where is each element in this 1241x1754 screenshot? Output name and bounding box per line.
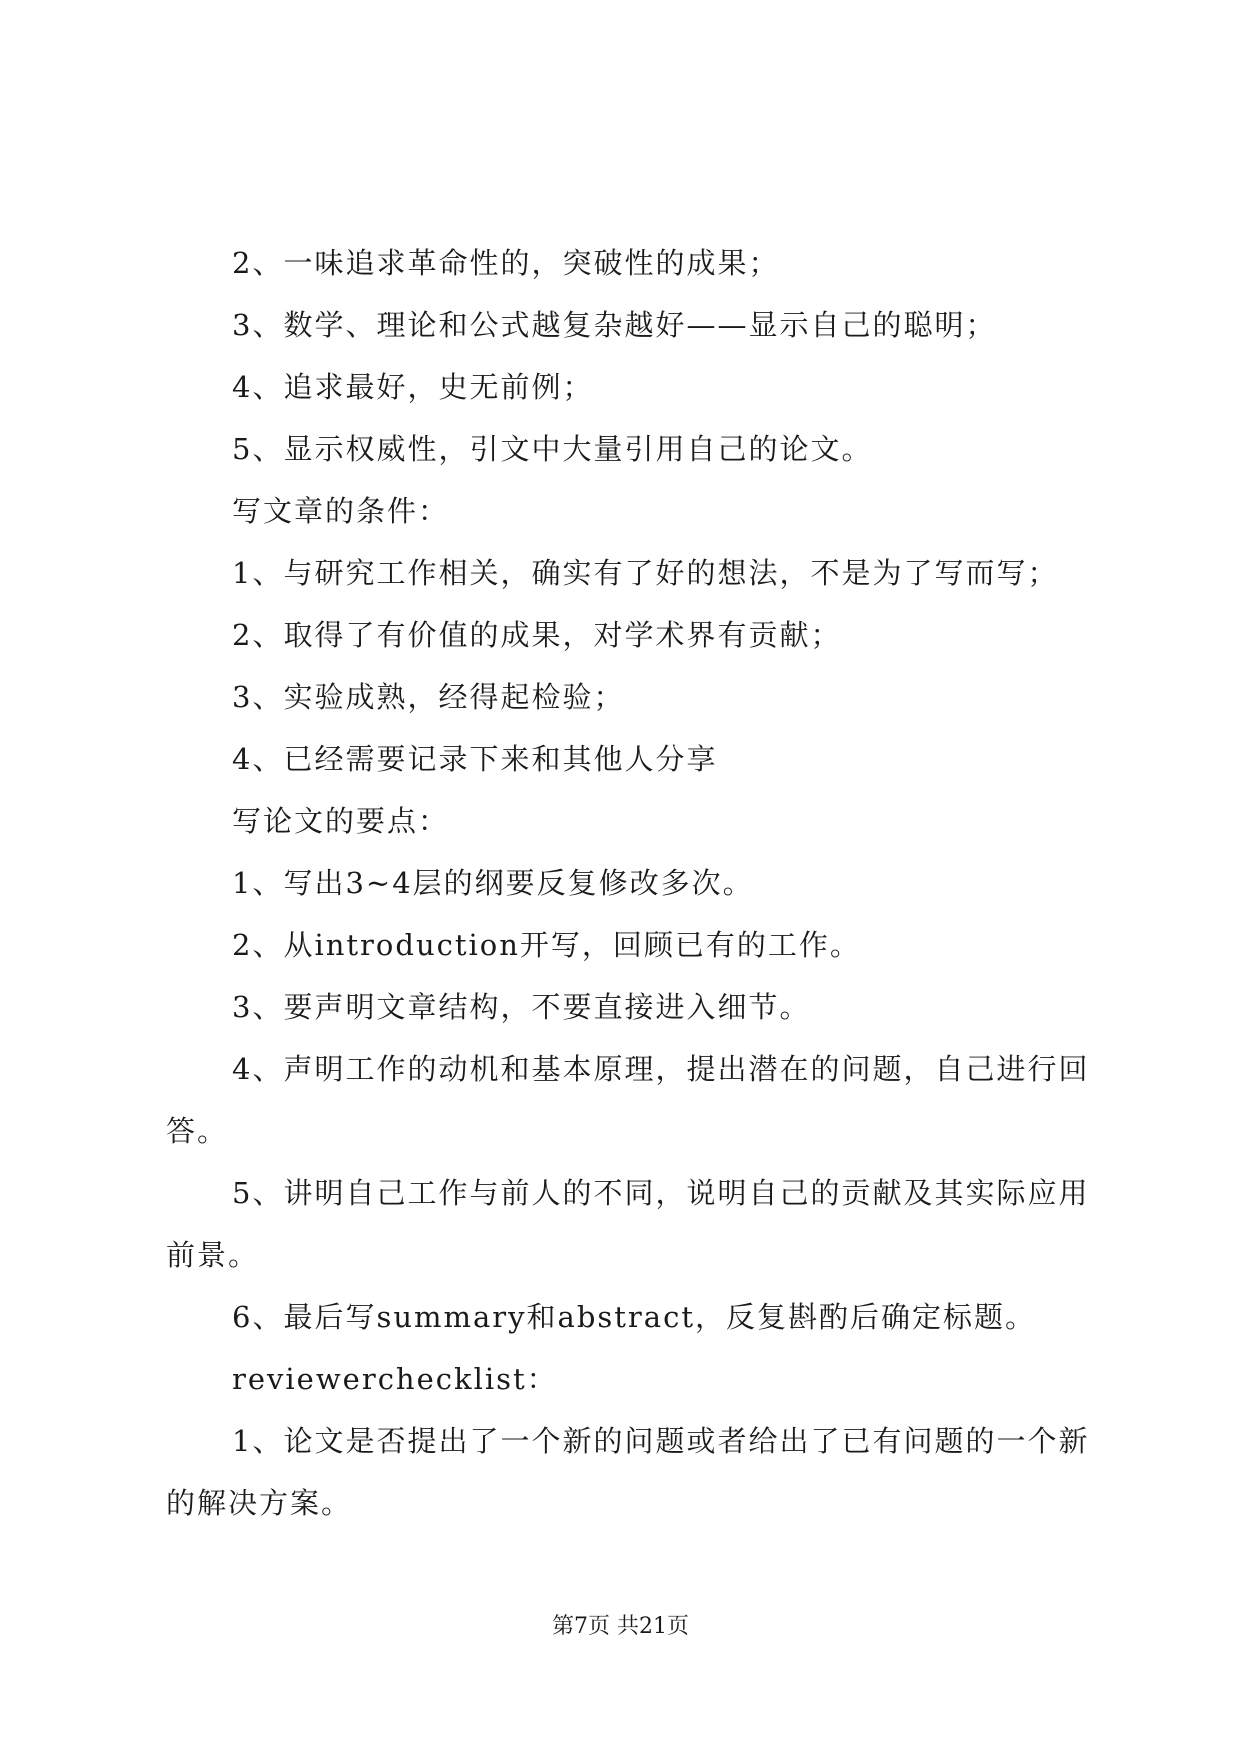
paragraph: 1、写出3~4层的纲要反复修改多次。 [232, 866, 754, 900]
paragraph: 2、取得了有价值的成果，对学术界有贡献； [232, 618, 842, 652]
paragraph: 3、数学、理论和公式越复杂越好——显示自己的聪明； [232, 308, 997, 342]
paragraph: 4、声明工作的动机和基本原理，提出潜在的问题，自己进行回答。 [166, 1052, 1090, 1148]
section-heading: reviewerchecklist： [232, 1362, 558, 1396]
paragraph: 2、一味追求革命性的，突破性的成果； [232, 246, 780, 280]
paragraph: 3、实验成熟，经得起检验； [232, 680, 625, 714]
paragraph: 3、要声明文章结构，不要直接进入细节。 [232, 990, 811, 1024]
paragraph: 1、论文是否提出了一个新的问题或者给出了已有问题的一个新的解决方案。 [166, 1424, 1090, 1520]
paragraph: 4、已经需要记录下来和其他人分享 [232, 742, 718, 776]
document-body [166, 232, 1096, 1534]
paragraph: 6、最后写summary和abstract，反复斟酌后确定标题。 [232, 1300, 1036, 1334]
paragraph: 5、讲明自己工作与前人的不同，说明自己的贡献及其实际应用前景。 [166, 1176, 1090, 1272]
paragraph: 4、追求最好，史无前例； [232, 370, 594, 404]
paragraph: 1、与研究工作相关，确实有了好的想法，不是为了写而写； [232, 556, 1059, 590]
paragraph: 2、从introduction开写，回顾已有的工作。 [232, 928, 861, 962]
section-heading: 写论文的要点： [232, 804, 450, 838]
section-heading: 写文章的条件： [232, 494, 450, 528]
page-footer: 第7页 共21页 [552, 1614, 689, 1639]
paragraph: 5、显示权威性，引文中大量引用自己的论文。 [232, 432, 873, 466]
